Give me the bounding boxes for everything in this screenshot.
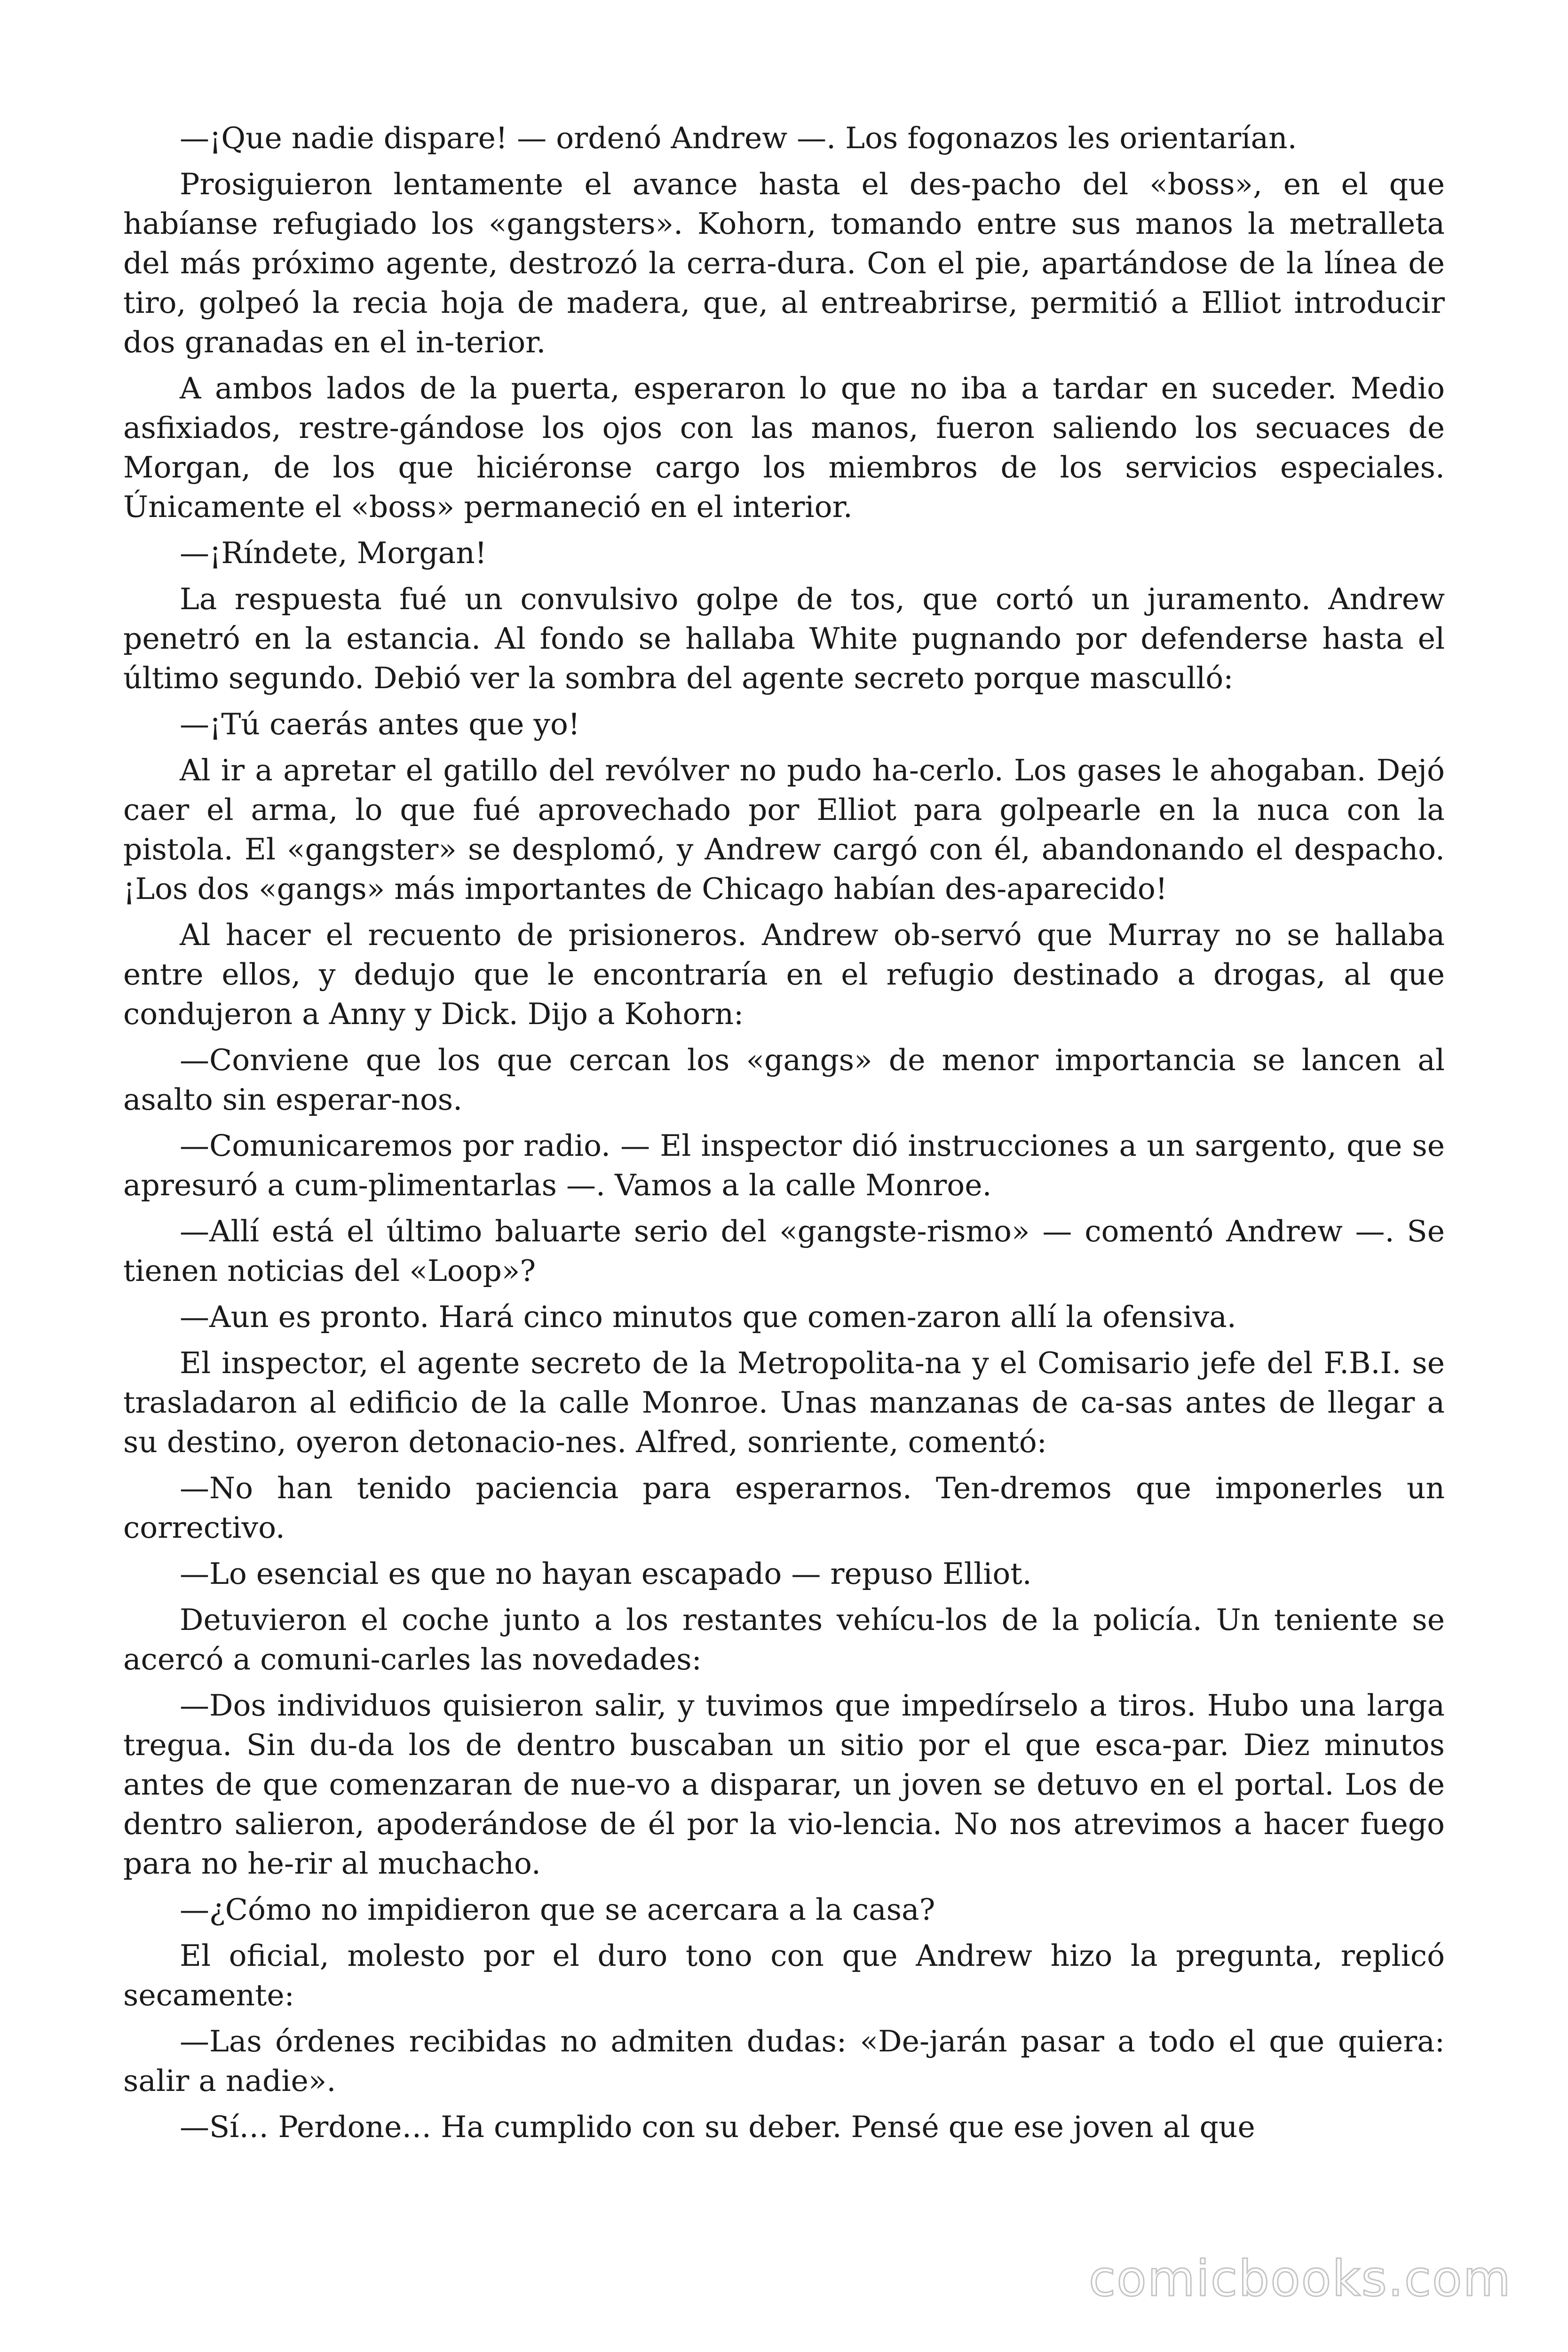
paragraph: El oficial, molesto por el duro tono con que Andrew hizo la pregunta, replicó secamente: [123,1939,1445,2012]
paragraph: El inspector, el agente secreto de la Metropolita-na y el Comisario jefe del F.B.I. se trasladaron al edificio de la calle Monroe. Unas manzanas de ca-sas antes de llegar a su destino, oyeron detonacio-nes. Alfred, sonriente, comentó: [123,1346,1445,1459]
paragraph: Detuvieron el coche junto a los restantes vehícu-los de la policía. Un teniente se acercó a comuni-carles las novedades: [123,1603,1445,1677]
paragraph: —Las órdenes recibidas no admiten dudas: «De-jarán pasar a todo el que quiera: salir a nadie». [123,2024,1445,2098]
paragraph: —Conviene que los que cercan los «gangs» de menor importancia se lancen al asalto sin esperar-nos. [123,1043,1445,1117]
paragraph: La respuesta fué un convulsivo golpe de tos, que cortó un juramento. Andrew penetró en la estancia. Al fondo se hallaba White pugnando por defenderse hasta el último segundo. Debió ver la sombra del agente secreto porque masculló: [123,582,1445,695]
paragraph: —¡Tú caerás antes que yo! [180,707,580,741]
paragraph: A ambos lados de la puerta, esperaron lo que no iba a tardar en suceder. Medio asfixiados, restre-gándose los ojos con las manos, fueron saliendo los secuaces de Morgan, de los que hiciéronse cargo los miembros de los servicios especiales. Únicamente el «boss» permaneció en el interior. [123,371,1445,524]
paragraph: Al ir a apretar el gatillo del revólver no pudo ha-cerlo. Los gases le ahogaban. Dejó caer el arma, lo que fué aprovechado por Elliot para golpearle en la nuca con la pistola. El «gangster» se desplomó, y Andrew cargó con él, abandonando el despacho. ¡Los dos «gangs» más importantes de Chicago habían des-aparecido! [123,753,1445,906]
paragraph: —Dos individuos quisieron salir, y tuvimos que impedírselo a tiros. Hubo una larga tregua. Sin du-da los de dentro buscaban un sitio por el que esca-par. Diez minutos antes de que comenzaran de nue-vo a disparar, un joven se detuvo en el portal. Los de dentro salieron, apoderándose de él por la vio-lencia. No nos atrevimos a hacer fuego para no he-rir al muchacho. [123,1688,1445,1881]
paragraph: —¡Ríndete, Morgan! [180,536,487,570]
paragraph: —Lo esencial es que no hayan escapado — repuso Elliot. [180,1557,1032,1591]
watermark: comicbooks.com [1088,2250,1512,2307]
paragraph: —Allí está el último baluarte serio del «gangste-rismo» — comentó Andrew —. Se tienen noticias del «Loop»? [123,1214,1445,1288]
paragraph: —¿Cómo no impidieron que se acercara a la casa? [180,1892,935,1927]
paragraph: Prosiguieron lentamente el avance hasta el des-pacho del «boss», en el que habíanse refugiado los «gangsters». Kohorn, tomando entre sus manos la metralleta del más próximo agente, destrozó la cerra-dura. Con el pie, apartándose de la línea de tiro, golpeó la recia hoja de madera, que, al entreabrirse, permitió a Elliot introducir dos granadas en el in-terior. [123,167,1445,359]
paragraph: —Aun es pronto. Hará cinco minutos que comen-zaron allí la ofensiva. [180,1300,1236,1334]
paragraph: —No han tenido paciencia para esperarnos. Ten-dremos que imponerles un correctivo. [123,1471,1445,1545]
paragraph: —¡Que nadie dispare! — ordenó Andrew —. Los fogonazos les orientarían. [180,121,1297,155]
paragraph: Al hacer el recuento de prisioneros. Andrew ob-servó que Murray no se hallaba entre ellos, y dedujo que le encontraría en el refugio destinado a drogas, al que condujeron a Anny y Dick. Dijo a Kohorn: [123,918,1445,1031]
paragraph: —Sí… Perdone… Ha cumplido con su deber. Pensé que ese joven al que [180,2110,1255,2144]
paragraph: —Comunicaremos por radio. — El inspector dió instrucciones a un sargento, que se apresuró a cum-plimentarlas —. Vamos a la calle Monroe. [123,1128,1445,1202]
page-body [123,119,1445,2153]
